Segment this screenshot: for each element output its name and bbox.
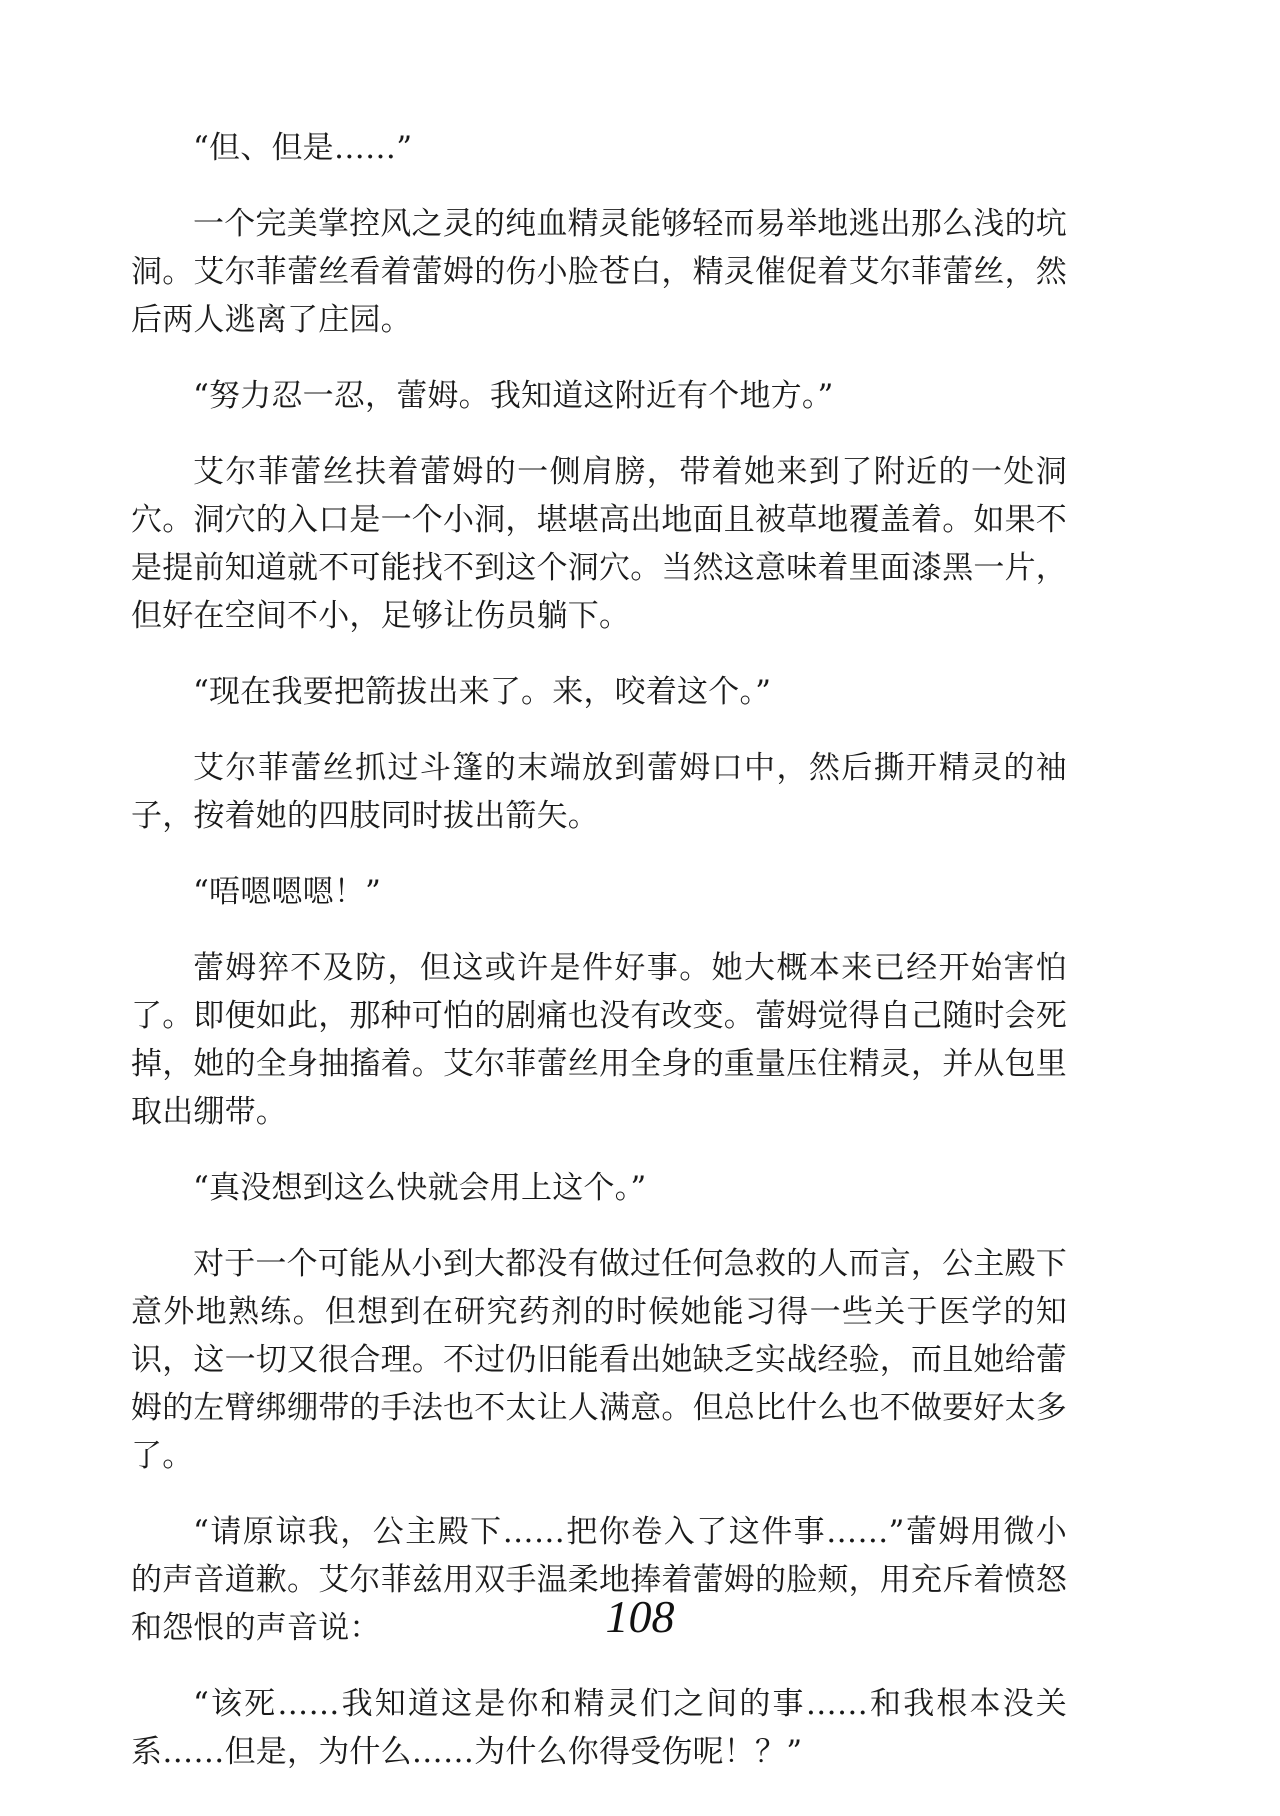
- paragraph: 对于一个可能从小到大都没有做过任何急救的人而言，公主殿下意外地熟练。但想到在研究药剂的时候她能习得一些关于医学的知识，这一切又很合理。不过仍旧能看出她缺乏实战经验，而且她给蕾姆的左臂绑绷带的手法也不太让人满意。但总比什么也不做要好太多了。: [131, 1246, 1067, 1474]
- paragraph: “该死……我知道这是你和精灵们之间的事……和我根本没关系……但是，为什么……为什么你得受伤呢！？”: [131, 1686, 1067, 1770]
- paragraph: “但、但是……”: [193, 130, 413, 166]
- paragraph: “努力忍一忍，蕾姆。我知道这附近有个地方。”: [193, 378, 834, 414]
- paragraph: “唔嗯嗯嗯！”: [193, 874, 382, 910]
- paragraph: “现在我要把箭拔出来了。来，咬着这个。”: [193, 674, 772, 710]
- paragraph: 一个完美掌控风之灵的纯血精灵能够轻而易举地逃出那么浅的坑洞。艾尔菲蕾丝看着蕾姆的伤小脸苍白，精灵催促着艾尔菲蕾丝，然后两人逃离了庄园。: [131, 206, 1067, 338]
- paragraph: “真没想到这么快就会用上这个。”: [193, 1170, 647, 1206]
- paragraph: 艾尔菲蕾丝抓过斗篷的末端放到蕾姆口中，然后撕开精灵的袖子，按着她的四肢同时拔出箭矢。: [131, 750, 1067, 834]
- body-text: [131, 124, 1067, 1804]
- page-number: 108: [605, 1591, 675, 1642]
- paragraph: “请原谅我，公主殿下……把你卷入了这件事……”蕾姆用微小的声音道歉。艾尔菲兹用双手温柔地捧着蕾姆的脸颊，用充斥着愤怒和怨恨的声音说：: [131, 1514, 1067, 1646]
- paragraph: 蕾姆猝不及防，但这或许是件好事。她大概本来已经开始害怕了。即便如此，那种可怕的剧痛也没有改变。蕾姆觉得自己随时会死掉，她的全身抽搐着。艾尔菲蕾丝用全身的重量压住精灵，并从包里取出绷带。: [131, 950, 1067, 1130]
- paragraph: 艾尔菲蕾丝扶着蕾姆的一侧肩膀，带着她来到了附近的一处洞穴。洞穴的入口是一个小洞，堪堪高出地面且被草地覆盖着。如果不是提前知道就不可能找不到这个洞穴。当然这意味着里面漆黑一片，但好在空间不小，足够让伤员躺下。: [131, 454, 1067, 634]
